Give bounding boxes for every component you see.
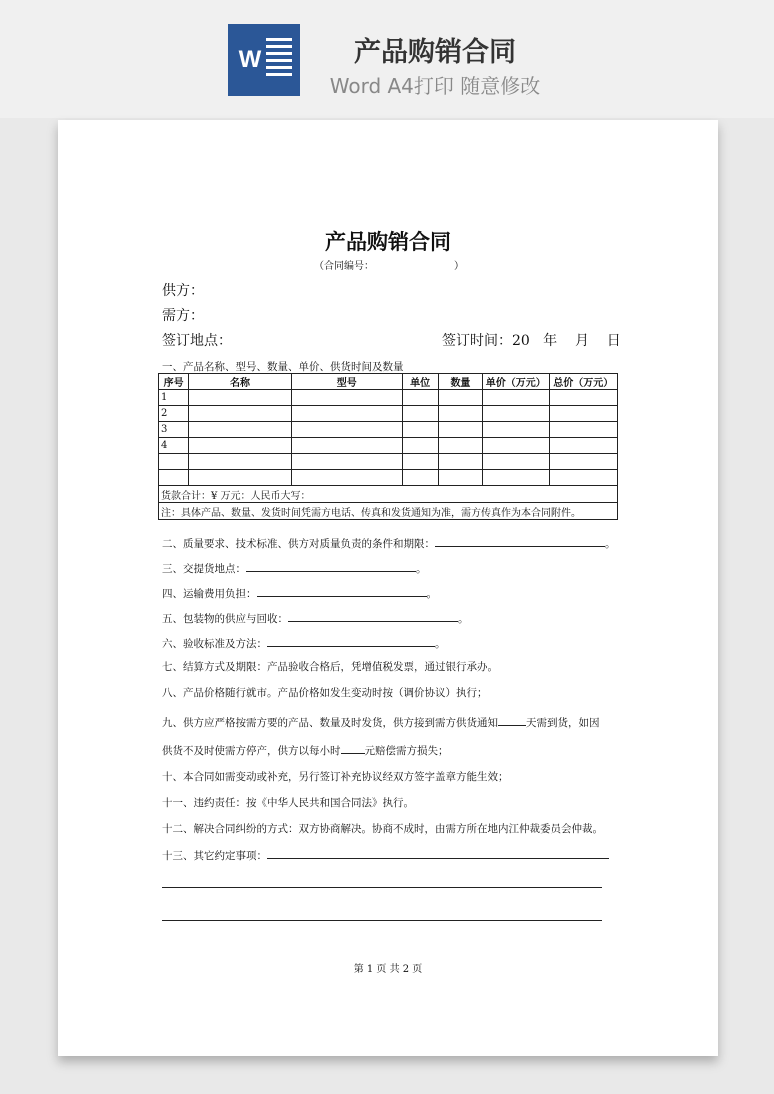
- supplier-label: 供方：: [162, 283, 204, 299]
- clause-3-text: 三、交提货地点：: [162, 563, 246, 575]
- table-cell: [438, 454, 482, 470]
- clause-5-end: 。: [458, 613, 469, 625]
- clause-4: [162, 584, 437, 601]
- col-header: 数量: [438, 374, 482, 390]
- table-cell: [291, 422, 402, 438]
- clause-11: 十一、违约责任：按《中华人民共和国合同法》执行。: [162, 797, 414, 809]
- table-cell: [549, 390, 618, 406]
- table-cell: [159, 454, 189, 470]
- table-cell: [438, 390, 482, 406]
- clause-2: [162, 534, 616, 551]
- table-cell: 3: [159, 422, 189, 438]
- clause-9-amount-blank[interactable]: [341, 741, 365, 754]
- clause-2-end: 。: [605, 538, 616, 550]
- contract-number: [314, 257, 464, 272]
- table-cell: [291, 454, 402, 470]
- document-page: [58, 120, 718, 1056]
- contract-number-close: ）: [454, 261, 464, 272]
- col-header: 总价（万元）: [549, 374, 618, 390]
- table-cell: [549, 470, 618, 486]
- clause-9-text-b: 天需到货，如因: [526, 717, 600, 729]
- clause-13: [162, 846, 609, 863]
- table-note-row: [159, 503, 618, 520]
- clause-2-blank[interactable]: [435, 534, 605, 547]
- clause-13-text: 十三、其它约定事项：: [162, 850, 267, 862]
- col-header: 型号: [291, 374, 402, 390]
- table-row: [159, 438, 618, 454]
- fill-line[interactable]: [162, 920, 602, 921]
- clause-10: 十、本合同如需变动或补充，另行签订补充协议经双方签字盖章方能生效；: [162, 771, 509, 783]
- table-cell: [402, 454, 438, 470]
- table-cell: [483, 406, 549, 422]
- table-row: [159, 406, 618, 422]
- header-banner: [0, 0, 774, 118]
- sign-time-label: 签订时间：20 年 月 日: [442, 333, 621, 349]
- table-cell: [402, 390, 438, 406]
- table-header-row: [159, 374, 618, 390]
- table-cell: [291, 438, 402, 454]
- product-table: [158, 373, 618, 520]
- table-row: [159, 390, 618, 406]
- table-total-row: [159, 486, 618, 503]
- table-cell: [291, 390, 402, 406]
- table-cell: [189, 438, 292, 454]
- table-cell: [438, 422, 482, 438]
- col-header: 单位: [402, 374, 438, 390]
- clause-5-blank[interactable]: [288, 609, 458, 622]
- clause-9-days-blank[interactable]: [498, 713, 526, 726]
- note-cell: 注：具体产品、数量、发货时间凭需方电话、传真和发货通知为准，需方传真作为本合同附件。: [159, 503, 618, 520]
- table-cell: [483, 470, 549, 486]
- clause-9-text-d: 元赔偿需方损失；: [364, 745, 449, 757]
- clause-6-text: 六、验收标准及方法：: [162, 638, 267, 650]
- col-header: 名称: [189, 374, 292, 390]
- table-cell: [159, 470, 189, 486]
- table-cell: [189, 470, 292, 486]
- table-cell: [189, 406, 292, 422]
- table-cell: [549, 454, 618, 470]
- table-cell: [438, 438, 482, 454]
- table-row: [159, 470, 618, 486]
- clause-9-line-2: [162, 741, 449, 758]
- table-cell: [483, 390, 549, 406]
- clause-9-text-a: 九、供方应严格按需方要的产品、数量及时发货，供方接到需方供货通知: [162, 717, 498, 729]
- clause-6-end: 。: [435, 638, 446, 650]
- clause-9-text-c: 供货不及时使需方停产，供方以每小时: [162, 745, 341, 757]
- clause-9-line-1: [162, 713, 600, 730]
- document-title: 产品购销合同: [325, 229, 451, 254]
- table-cell: [291, 470, 402, 486]
- word-icon: [228, 24, 300, 96]
- clause-3-end: 。: [416, 563, 427, 575]
- table-cell: [483, 454, 549, 470]
- clause-12: 十二、解决合同纠纷的方式：双方协商解决。协商不成时，由需方所在地内江仲裁委员会仲裁。: [162, 823, 603, 835]
- table-cell: [189, 390, 292, 406]
- banner-title: 产品购销合同: [354, 37, 516, 68]
- table-cell: [402, 438, 438, 454]
- col-header: 序号: [159, 374, 189, 390]
- table-cell: 2: [159, 406, 189, 422]
- contract-number-label: （合同编号：: [314, 261, 374, 272]
- table-cell: [189, 454, 292, 470]
- fill-line[interactable]: [162, 887, 602, 888]
- table-row: [159, 422, 618, 438]
- clause-2-text: 二、质量要求、技术标准、供方对质量负责的条件和期限：: [162, 538, 435, 550]
- section-1-heading: 一、产品名称、型号、数量、单价、供货时间及数量: [162, 361, 404, 373]
- table-cell: [402, 422, 438, 438]
- sign-place-label: 签订地点：: [162, 333, 232, 349]
- clause-7: 七、结算方式及期限：产品验收合格后，凭增值税发票，通过银行承办。: [162, 661, 498, 673]
- clause-3-blank[interactable]: [246, 559, 416, 572]
- clause-4-end: 。: [426, 588, 437, 600]
- clause-6: [162, 634, 446, 651]
- clause-4-text: 四、运输费用负担：: [162, 588, 257, 600]
- table-cell: 1: [159, 390, 189, 406]
- total-amount-cell: 货款合计：¥ 万元：人民币大写：: [159, 486, 618, 503]
- table-cell: [402, 406, 438, 422]
- table-cell: [402, 470, 438, 486]
- col-header: 单价（万元）: [483, 374, 549, 390]
- clause-4-blank[interactable]: [257, 584, 427, 597]
- banner-subtitle: Word A4打印 随意修改: [329, 74, 541, 98]
- clause-3: [162, 559, 427, 576]
- table-cell: [549, 422, 618, 438]
- clause-5: [162, 609, 469, 626]
- clause-5-text: 五、包装物的供应与回收：: [162, 613, 288, 625]
- table-cell: [549, 406, 618, 422]
- buyer-label: 需方：: [162, 308, 204, 324]
- table-cell: [291, 406, 402, 422]
- clause-13-blank[interactable]: [267, 846, 609, 859]
- table-cell: [549, 438, 618, 454]
- page-number: 第 1 页 共 2 页: [353, 964, 423, 975]
- table-cell: [438, 406, 482, 422]
- table-cell: [483, 438, 549, 454]
- table-row: [159, 454, 618, 470]
- table-cell: 4: [159, 438, 189, 454]
- table-cell: [189, 422, 292, 438]
- table-cell: [438, 470, 482, 486]
- word-icon-letter: W: [238, 46, 262, 73]
- clause-6-blank[interactable]: [267, 634, 435, 647]
- word-icon-lines: [266, 38, 292, 82]
- table-cell: [483, 422, 549, 438]
- clause-8: 八、产品价格随行就市。产品价格如发生变动时按（调价协议）执行；: [162, 687, 488, 699]
